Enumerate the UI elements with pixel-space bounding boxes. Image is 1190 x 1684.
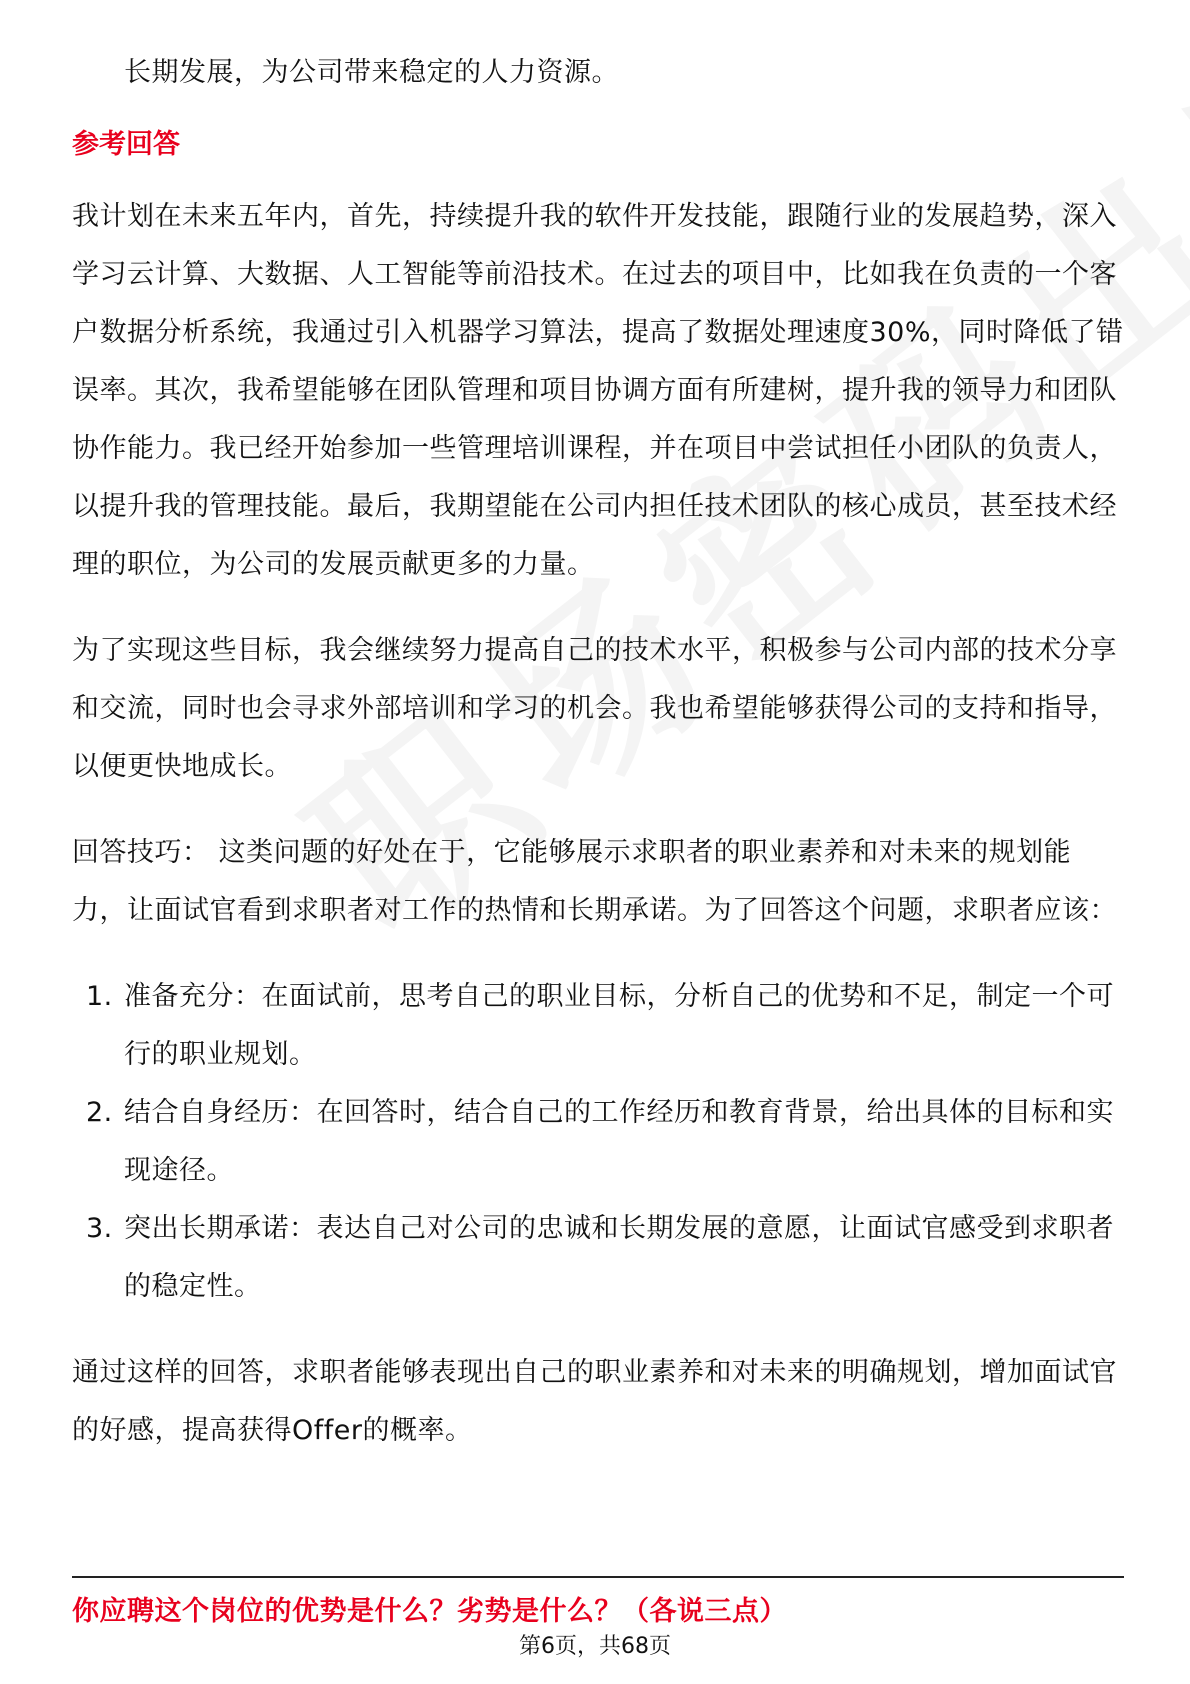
answer-paragraph-2: 为了实现这些目标，我会继续努力提高自己的技术水平，积极参与公司内部的技术分享和交流，同时也会寻求外部培训和学习的机会。我也希望能够获得公司的支持和指导，以便更快地成长。 <box>72 635 1117 782</box>
section-divider <box>72 1576 1124 1578</box>
answer-paragraph-1: 我计划在未来五年内，首先，持续提升我的软件开发技能，跟随行业的发展趋势，深入学习云计算、大数据、人工智能等前沿技术。在过去的项目中，比如我在负责的一个客户数据分析系统，我通过引入机器学习算法，提高了数据处理速度30%，同时降低了错误率。其次，我希望能够在团队管理和项目协调方面有所建树，提升我的领导力和团队协作能力。我已经开始参加一些管理培训课程，并在项目中尝试担任小团队的负责人，以提升我的管理技能。最后，我期望能在公司内担任技术团队的核心成员，甚至技术经理的职位，为公司的发展贡献更多的力量。 <box>72 201 1124 580</box>
tips-list <box>72 968 1124 1316</box>
list-item <box>72 1200 1124 1316</box>
list-item-text: 结合自身经历：在回答时，结合自己的工作经历和教育背景，给出具体的目标和实现途径。 <box>124 1097 1114 1186</box>
reference-answer-heading: 参考回答 <box>72 129 180 160</box>
next-question-heading: 你应聘这个岗位的优势是什么？劣势是什么？（各说三点） <box>72 1596 787 1627</box>
page-content <box>72 44 1124 1460</box>
list-item <box>72 968 1124 1084</box>
list-item-text: 准备充分：在面试前，思考自己的职业目标，分析自己的优势和不足，制定一个可行的职业规划。 <box>124 981 1114 1070</box>
page-number: 第6页，共68页 <box>519 1634 671 1659</box>
list-item-text: 突出长期承诺：表达自己对公司的忠诚和长期发展的意愿，让面试官感受到求职者的稳定性。 <box>124 1213 1114 1302</box>
conclusion-paragraph: 通过这样的回答，求职者能够表现出自己的职业素养和对未来的明确规划，增加面试官的好感，提高获得Offer的概率。 <box>72 1357 1117 1446</box>
list-number: 3. <box>86 1213 113 1244</box>
list-number: 2. <box>86 1097 113 1128</box>
tips-intro: 回答技巧： 这类问题的好处在于，它能够展示求职者的职业素养和对未来的规划能力，让面试官看到求职者对工作的热情和长期承诺。为了回答这个问题，求职者应该： <box>72 837 1117 926</box>
list-number: 1. <box>86 981 113 1012</box>
list-item <box>72 1084 1124 1200</box>
intro-continuation: 长期发展，为公司带来稳定的人力资源。 <box>124 57 619 88</box>
